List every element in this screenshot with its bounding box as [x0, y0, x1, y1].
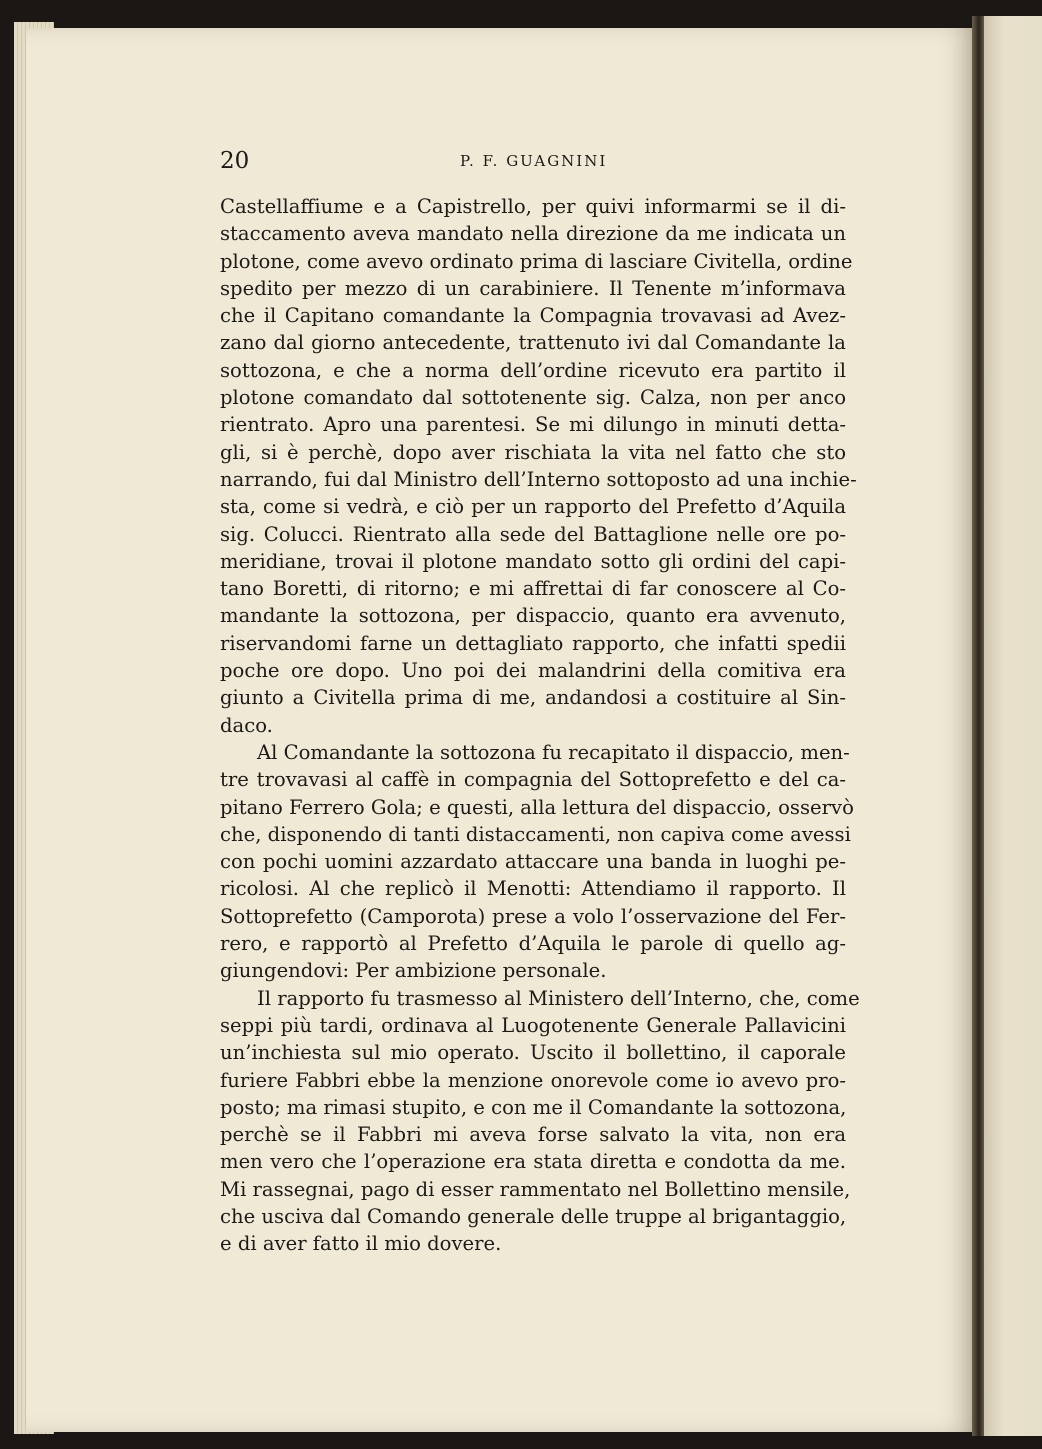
text-line: posto; ma rimasi stupito, e con me il Comandante la sottozona, [220, 1095, 847, 1119]
text-line: ricolosi. Al che replicò il Menotti: Attendiamo il rapporto. Il [220, 877, 846, 901]
running-head: P. F. GUAGNINI [460, 152, 608, 170]
text-line: Il rapporto fu trasmesso al Ministero dell’Interno, che, come [257, 986, 860, 1010]
text-line: riservandomi farne un dettagliato rapporto, che infatti spedii [220, 631, 846, 655]
paragraph [220, 739, 854, 985]
text-line: men vero che l’operazione era stata diretta e condotta da me. [220, 1150, 846, 1174]
text-line: pitano Ferrero Gola; e questi, alla lettura del dispaccio, osservò [220, 795, 854, 819]
text-line: sig. Colucci. Rientrato alla sede del Battaglione nelle ore po- [220, 522, 846, 546]
text-line: sta, come si vedrà, e ciò per un rapporto del Prefetto d’Aquila [220, 495, 846, 519]
text-line: un’inchiesta sul mio operato. Uscito il bollettino, il caporale [220, 1041, 846, 1065]
text-line: giunto a Civitella prima di me, andandosi a costituire al Sin- [220, 686, 846, 710]
text-line: rientrato. Apro una parentesi. Se mi dilungo in minuti detta- [220, 413, 846, 437]
paragraph [220, 193, 857, 739]
text-line: perchè se il Fabbri mi aveva forse salvato la vita, non era [220, 1123, 846, 1147]
text-line: mandante la sottozona, per dispaccio, quanto era avvenuto, [220, 604, 846, 628]
text-line: Sottoprefetto (Camporota) prese a volo l’osservazione del Fer- [220, 904, 846, 928]
text-line: narrando, fui dal Ministro dell’Interno sottoposto ad una inchie- [220, 467, 857, 491]
text-line: furiere Fabbri ebbe la menzione onorevole come io avevo pro- [220, 1068, 846, 1092]
text-line: staccamento aveva mandato nella direzione da me indicata un [220, 222, 846, 246]
text-line: che usciva dal Comando generale delle truppe al brigantaggio, [220, 1204, 847, 1228]
text-line: plotone comandato dal sottotenente sig. Calza, non per anco [220, 386, 846, 410]
text-line: rero, e rapportò al Prefetto d’Aquila le parole di quello ag- [220, 932, 846, 956]
text-line: daco. [220, 713, 273, 737]
paragraph [220, 985, 860, 1258]
text-line: tre trovavasi al caffè in compagnia del Sottoprefetto e del ca- [220, 768, 846, 792]
text-line: che il Capitano comandante la Compagnia trovavasi ad Avez- [220, 304, 846, 328]
text-line: meridiane, trovai il plotone mandato sotto gli ordini del capi- [220, 549, 846, 573]
text-line: e di aver fatto il mio dovere. [220, 1232, 502, 1256]
text-line: zano dal giorno antecedente, trattenuto ivi dal Comandante la [220, 331, 846, 355]
facing-page-edge [984, 16, 1042, 1436]
text-line: che, disponendo di tanti distaccamenti, non capiva come avessi [220, 822, 851, 846]
text-line: seppi più tardi, ordinava al Luogotenente Generale Pallavicini [220, 1013, 846, 1037]
text-line: gli, si è perchè, dopo aver rischiata la vita nel fatto che sto [220, 440, 846, 464]
text-line: Castellaffiume e a Capistrello, per quivi informarmi se il di- [220, 195, 846, 218]
body-text [220, 193, 860, 1258]
text-line: sottozona, e che a norma dell’ordine ricevuto era partito il [220, 358, 846, 382]
text-line: spedito per mezzo di un carabiniere. Il Tenente m’informava [220, 276, 846, 300]
text-line: Mi rassegnai, pago di esser rammentato nel Bollettino mensile, [220, 1177, 851, 1201]
text-line: tano Boretti, di ritorno; e mi affrettai di far conoscere al Co- [220, 577, 846, 601]
text-line: plotone, come avevo ordinato prima di lasciare Civitella, ordine [220, 249, 853, 273]
page-number: 20 [220, 148, 250, 174]
text-line: con pochi uomini azzardato attaccare una banda in luoghi pe- [220, 850, 846, 874]
page-header [220, 148, 846, 178]
text-line: poche ore dopo. Uno poi dei malandrini della comitiva era [220, 659, 846, 683]
text-line: giungendovi: Per ambizione personale. [220, 959, 607, 983]
text-line: Al Comandante la sottozona fu recapitato il dispaccio, men- [257, 740, 850, 764]
